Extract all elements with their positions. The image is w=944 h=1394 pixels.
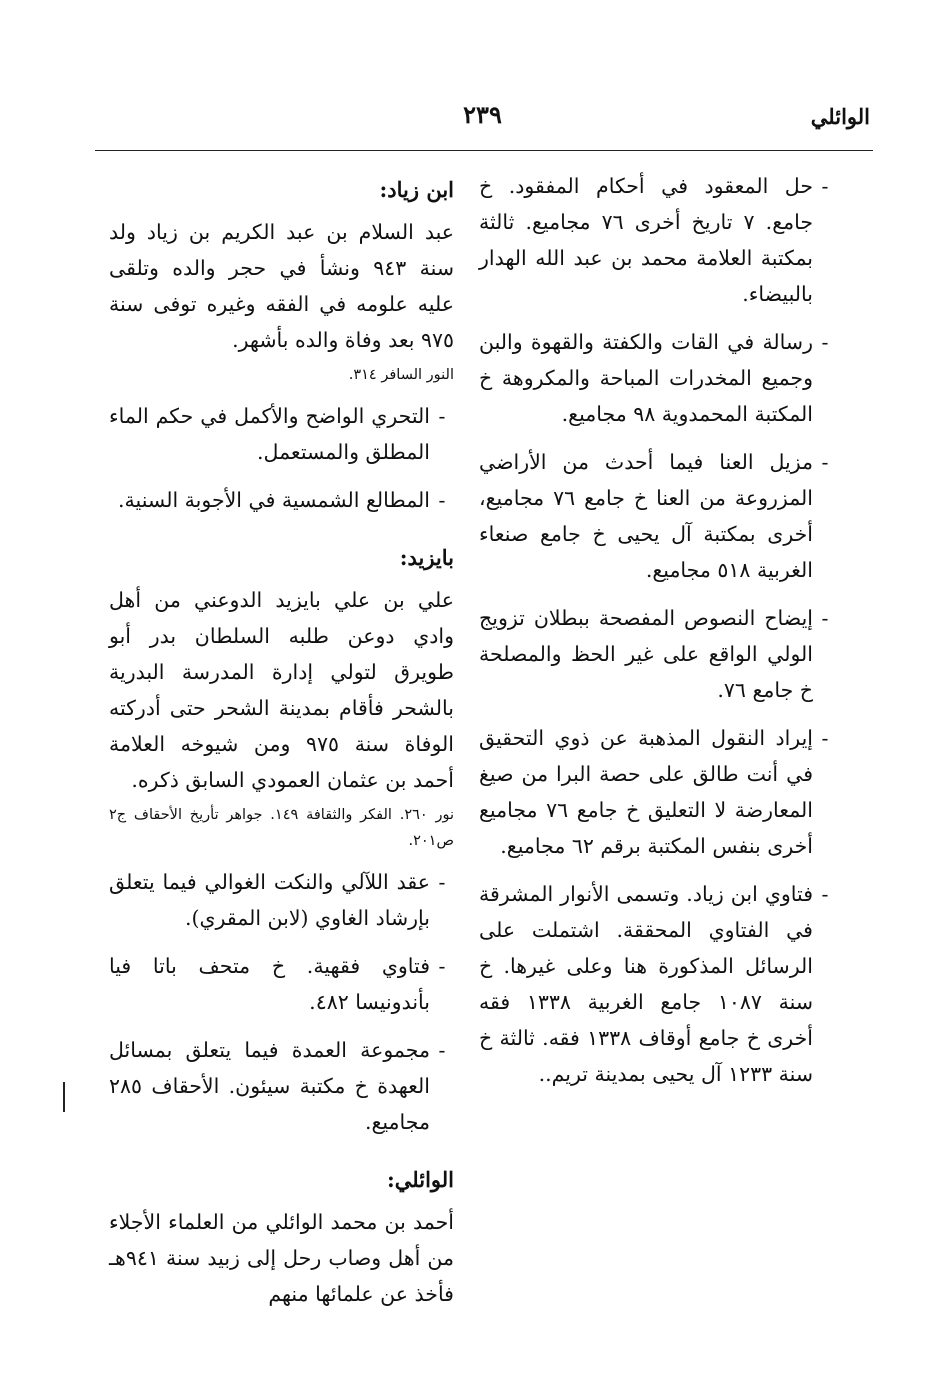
biography-paragraph: علي بن علي بايزيد الدوعني من أهل وادي دوعن طلبه السلطان بدر أبو طويرق لتولي إدارة المدرسة البدرية بالشحر فأقام بمدينة الشحر حتى أدركته الوفاة سنة ٩٧٥ ومن شيوخه العلامة أحمد بن عثمان العمودي السابق ذكره. <box>109 588 454 792</box>
bullet-dash: - <box>821 606 829 630</box>
section-heading: بايزيد: <box>399 545 454 570</box>
list-item <box>479 720 837 864</box>
bullet-dash: - <box>438 1038 446 1062</box>
page-number: ٢٣٩ <box>463 100 502 129</box>
entry-text: عقد اللآلي والنكت الغوالي فيما يتعلق بإرشاد الغاوي (لابن المقري). <box>109 870 430 930</box>
biography-paragraph: أحمد بن محمد الوائلي من العلماء الأجلاء من أهل وصاب رحل إلى زبيد سنة ٩٤١هـ فأخذ عن علمائها منهم <box>109 1210 454 1306</box>
list-item <box>479 168 837 312</box>
left-column <box>109 168 454 1316</box>
list-item <box>479 444 837 588</box>
source-citation: النور السافر ٣١٤. <box>348 367 454 383</box>
entry-text: فتاوي فقهية. خ متحف باتا فيا بأندونيسا ٤٨٢. <box>109 954 430 1014</box>
bullet-dash: - <box>821 330 829 354</box>
section-heading: ابن زياد: <box>379 177 454 202</box>
entry-text: المطالع الشمسية في الأجوبة السنية. <box>118 488 430 512</box>
bullet-dash: - <box>438 870 446 894</box>
entry-text: فتاوي ابن زياد. وتسمى الأنوار المشرقة في الفتاوي المحققة. اشتملت على الرسائل المذكورة هنا وعلى غيرها. خ سنة ١٠٨٧ جامع الغربية ١٣٣٨ فقه أخرى خ جامع أوقاف ١٣٣٨ فقه. ثالثة خ سنة ١٢٣٣ آل يحيى بمدينة تريم.. <box>479 882 813 1086</box>
bullet-dash: - <box>821 174 829 198</box>
list-item <box>109 398 454 470</box>
list-item <box>109 482 454 518</box>
list-item <box>479 876 837 1092</box>
section-heading: الوائلي: <box>387 1167 454 1192</box>
entry-text: مزيل العنا فيما أحدث من الأراضي المزروعة من العنا خ جامع ٧٦ مجاميع، أخرى بمكتبة آل يحيى خ جامع صنعاء الغربية ٥١٨ مجاميع. <box>479 450 813 582</box>
entry-text: رسالة في القات والكفتة والقهوة والبن وجميع المخدرات المباحة والمكروهة خ المكتبة المحمدوية ٩٨ مجاميع. <box>479 330 813 426</box>
header-rule <box>95 150 873 151</box>
page-header <box>95 100 870 140</box>
running-title: الوائلي <box>810 104 870 129</box>
entry-text: حل المعقود في أحكام المفقود. خ جامع. ٧ تاريخ أخرى ٧٦ مجاميع. ثالثة بمكتبة العلامة محمد بن عبد الله الهدار بالبيضاء. <box>479 174 813 306</box>
bullet-dash: - <box>438 488 446 512</box>
bullet-dash: - <box>438 954 446 978</box>
entry-text: مجموعة العمدة فيما يتعلق بمسائل العهدة خ مكتبة سيئون. الأحقاف ٢٨٥ مجاميع. <box>109 1038 430 1134</box>
list-item <box>109 1032 454 1140</box>
list-item <box>479 600 837 708</box>
bullet-dash: - <box>821 726 829 750</box>
list-item <box>109 864 454 936</box>
entry-text: إيراد النقول المذهبة عن ذوي التحقيق في أنت طالق على حصة البرا من صيغ المعارضة لا التعليق خ جامع ٧٦ مجاميع أخرى بنفس المكتبة برقم ٦٢ مجاميع. <box>479 726 813 858</box>
entry-text: التحري الواضح والأكمل في حكم الماء المطلق والمستعمل. <box>109 404 430 464</box>
bullet-dash: - <box>821 882 829 906</box>
margin-mark <box>63 1082 65 1112</box>
bullet-dash: - <box>438 404 446 428</box>
right-column <box>479 168 837 1104</box>
entry-text: إيضاح النصوص المفصحة ببطلان تزويج الولي الواقع على غير الحظ والمصلحة خ جامع ٧٦. <box>479 606 813 702</box>
biography-paragraph: عبد السلام بن عبد الكريم بن زياد ولد سنة ٩٤٣ ونشأ في حجر والده وتلقى عليه علومه في الفقه وغيره توفى سنة ٩٧٥ بعد وفاة والده بأشهر. <box>109 220 454 352</box>
bullet-dash: - <box>821 450 829 474</box>
source-citation: نور ٢٦٠. الفكر والثقافة ١٤٩. جواهر تأريخ الأحقاف ج٢ ص٢٠١. <box>109 807 455 849</box>
list-item <box>109 948 454 1020</box>
list-item <box>479 324 837 432</box>
